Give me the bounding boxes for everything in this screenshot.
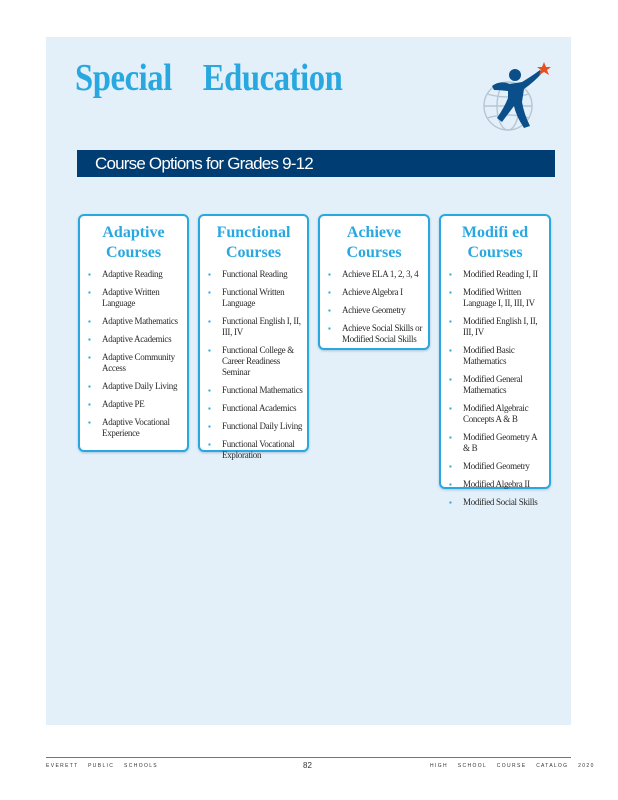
footer-divider [46,757,571,758]
course-list [441,269,549,508]
district-logo [478,58,556,138]
list-item: ▪ Adaptive Daily Living [88,381,183,392]
list-item: ▪ Achieve Geometry [328,305,424,316]
list-item: ▪ Achieve ELA 1, 2, 3, 4 [328,269,424,280]
list-item: ▪ Functional College & Career Readiness Seminar [208,345,303,378]
course-list [80,269,187,439]
adaptive-courses-card [78,214,189,452]
card-title: Achieve Courses [346,224,402,261]
modified-courses-card [439,214,551,507]
page-number: 82 [303,761,312,770]
list-item: ▪ Functional Daily Living [208,421,303,432]
footer-catalog: H I G H S C H O O L C O U R S E C A T A L O G 2 0 2 0 [430,763,594,769]
list-item: ▪ Achieve Social Skills or Modified Social Skills [328,323,424,345]
list-item: ▪ Adaptive Vocational Experience [88,417,183,439]
list-item: ▪ Adaptive Academics [88,334,183,345]
list-item: ▪ Modified Written Language I, II, III, IV [449,287,545,309]
course-list [200,269,307,461]
list-item: ▪ Modified General Mathematics [449,374,545,396]
course-list [320,269,428,345]
list-item: ▪ Adaptive Mathematics [88,316,183,327]
list-item: ▪ Adaptive Reading [88,269,183,280]
list-item: ▪ Achieve Algebra I [328,287,424,298]
list-item: ▪ Modified Social Skills [449,497,545,508]
achieve-courses-card [318,214,430,350]
list-item: ▪ Modified Reading I, II [449,269,545,280]
footer-district: E V E R E T T P U B L I C S C H O O L S [46,763,157,769]
list-item: ▪ Adaptive Community Access [88,352,183,374]
list-item: ▪ Modified Basic Mathematics [449,345,545,367]
list-item: ▪ Modified Geometry A & B [449,432,545,454]
list-item: ▪ Functional Vocational Exploration [208,439,303,461]
functional-courses-card [198,214,309,460]
card-title: Adaptive Courses [102,224,165,261]
list-item: ▪ Functional Reading [208,269,303,280]
list-item: ▪ Functional Mathematics [208,385,303,396]
list-item: ▪ Modified Algebra II [449,479,545,490]
list-item: ▪ Modified English I, II, III, IV [449,316,545,338]
list-item: ▪ Modified Geometry [449,461,545,472]
page-title: Special Education [75,57,343,99]
list-item: ▪ Functional Academics [208,403,303,414]
list-item: ▪ Functional Written Language [208,287,303,309]
list-item: ▪ Adaptive Written Language [88,287,183,309]
list-item: ▪ Functional English I, II, III, IV [208,316,303,338]
list-item: ▪ Modified Algebraic Concepts A & B [449,403,545,425]
section-banner: Course Options for Grades 9-12 [77,150,555,177]
card-title: Modifi ed Courses [461,224,529,261]
list-item: ▪ Adaptive PE [88,399,183,410]
card-title: Functional Courses [216,224,291,261]
